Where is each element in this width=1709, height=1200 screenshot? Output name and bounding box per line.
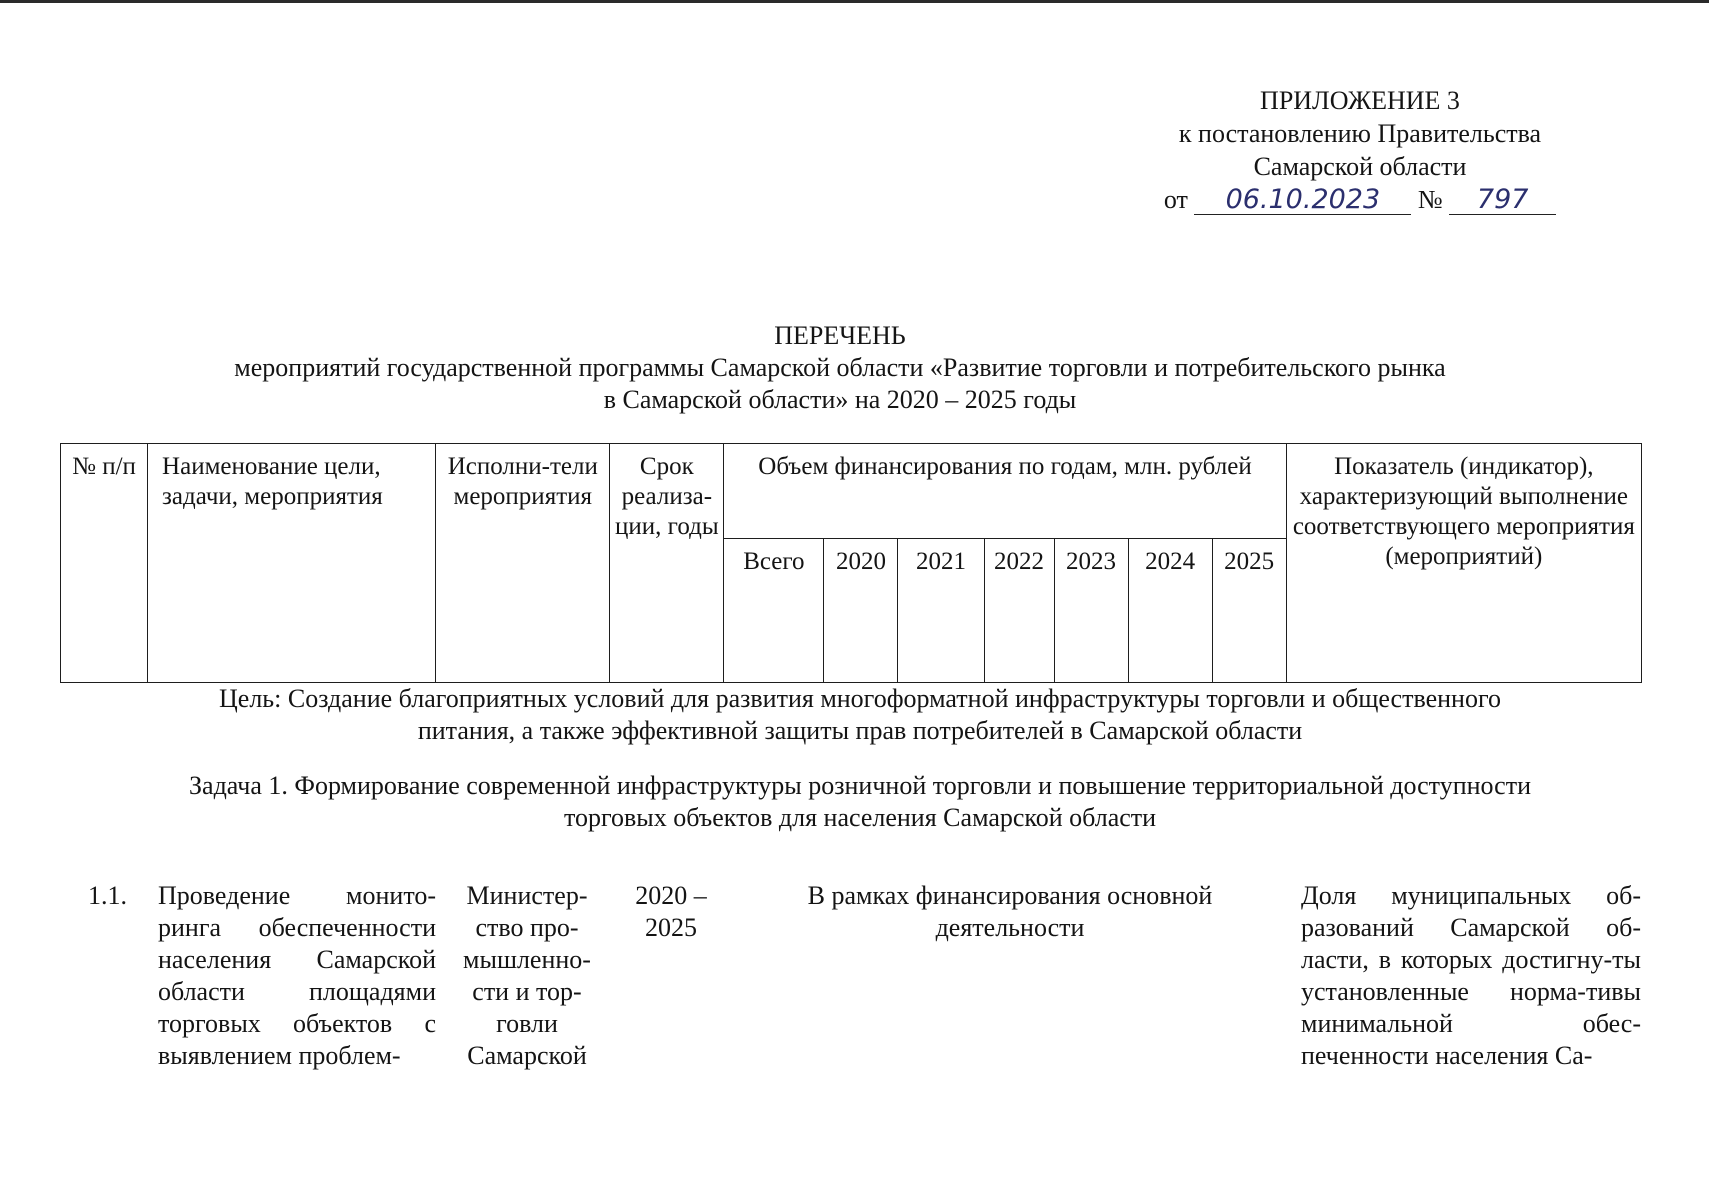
appendix-line-3: Самарской области xyxy=(1253,152,1467,181)
goal-line-1: Цель: Создание благоприятных условий для развития многоформатной инфраструктуры торговли и общественного xyxy=(219,684,1501,713)
subheader-2021: 2021 xyxy=(898,539,984,683)
top-edge-line xyxy=(0,0,1709,3)
row-number: 1.1. xyxy=(88,881,127,910)
subheader-2023: 2023 xyxy=(1054,539,1128,683)
task-section xyxy=(100,770,1620,834)
col-header-indicator: Показатель (индикатор), характеризующий выполнение соответствующего мероприятия (мероприятий) xyxy=(1286,444,1641,683)
subheader-2025: 2025 xyxy=(1212,539,1286,683)
appendix-title: ПРИЛОЖЕНИЕ 3 xyxy=(1260,86,1460,115)
goal-line-2: питания, а также эффективной защиты прав потребителей в Самарской области xyxy=(417,716,1303,745)
heading: ПЕРЕЧЕНЬ xyxy=(774,321,906,350)
col-header-num: № п/п xyxy=(61,444,148,683)
header-table xyxy=(60,443,1642,683)
row-indicator: Доля муниципальных об-разований Самарской об-ласти, в которых достигну-ты установленные норма-тивы минимальной обес-печенности населения Са- xyxy=(1301,881,1641,1070)
appendix-block xyxy=(1140,84,1580,216)
row-term: 2020 – 2025 xyxy=(635,881,707,942)
task-line-1: Задача 1. Формирование современной инфраструктуры розничной торговли и повышение территориальной доступности xyxy=(189,771,1531,800)
number-prefix: № xyxy=(1417,185,1443,214)
handwritten-number: 797 xyxy=(1449,186,1556,215)
row-funding: В рамках финансирования основной деятельности xyxy=(807,881,1213,942)
appendix-date-number xyxy=(1140,183,1580,216)
document-title xyxy=(100,320,1580,416)
subheader-total: Всего xyxy=(724,539,824,683)
goal-section xyxy=(100,683,1620,747)
subheader-2024: 2024 xyxy=(1128,539,1212,683)
appendix-line-2: к постановлению Правительства xyxy=(1178,119,1542,148)
handwritten-date: 06.10.2023 xyxy=(1194,186,1411,215)
date-prefix: от xyxy=(1163,185,1188,214)
subheader-2022: 2022 xyxy=(984,539,1054,683)
row-activity-name: Проведение монито-ринга обеспеченности населения Самарской области площадями торговых объектов с выявлением проблем- xyxy=(158,881,436,1070)
subheader-2020: 2020 xyxy=(824,539,898,683)
col-header-name: Наименование цели, задачи, мероприятия xyxy=(148,444,436,683)
col-header-term: Срок реализа-ции, годы xyxy=(610,444,724,683)
row-executor: Министер-ство про-мышленно-сти и тор-говли Самарской xyxy=(463,881,591,1070)
task-line-2: торговых объектов для населения Самарской области xyxy=(563,803,1157,832)
subheading-line-1: мероприятий государственной программы Самарской области «Развитие торговли и потребительского рынка xyxy=(234,353,1446,382)
col-header-funding: Объем финансирования по годам, млн. рублей xyxy=(724,444,1286,539)
subheading-line-2: в Самарской области» на 2020 – 2025 годы xyxy=(603,385,1077,414)
col-header-executors: Исполни-тели мероприятия xyxy=(436,444,610,683)
